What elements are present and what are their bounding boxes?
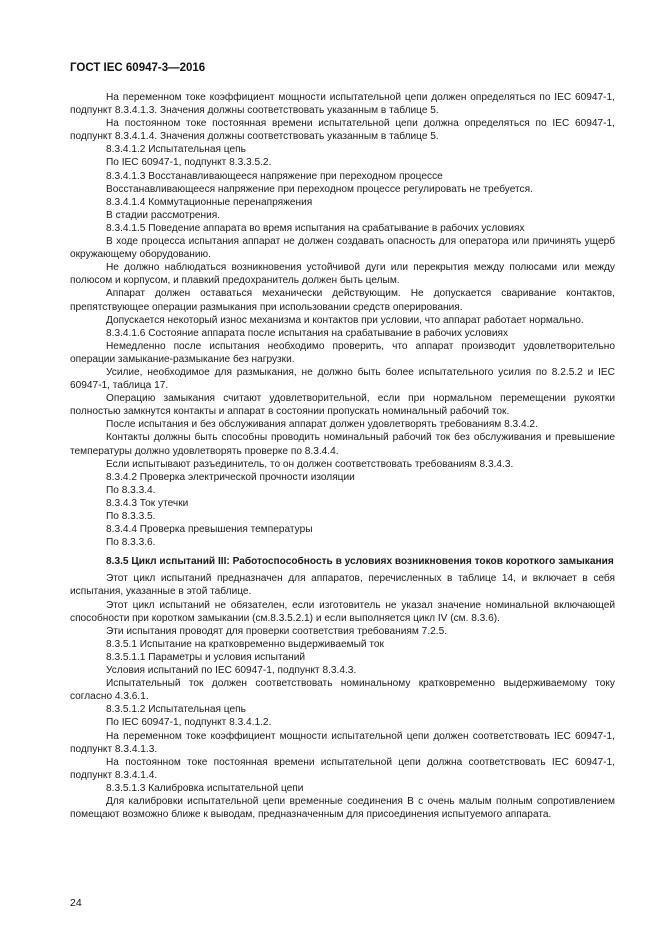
paragraph: 8.3.5.1.1 Параметры и условия испытаний [106, 651, 306, 663]
paragraph: 8.3.5.1 Испытание на кратковременно выдерживаемый ток [106, 638, 384, 650]
paragraph: На переменном токе коэффициент мощности испытательной цепи должен определяться по IEC 60947-1, подпункт 8.3.4.1.3. Значения должны соответствовать указанным в таблице 5. [70, 92, 615, 117]
paragraph: Эти испытания проводят для проверки соответствия требованиям 7.2.5. [106, 625, 448, 637]
document-body [70, 91, 615, 821]
paragraph: В стадии рассмотрения. [106, 209, 221, 221]
paragraph: Этот цикл испытаний предназначен для аппаратов, перечисленных в таблице 14, и включает в себя испытания, указанные в этой таблице. [70, 573, 615, 598]
paragraph: Аппарат должен оставаться механически действующим. Не допускается сваривание контактов, препятствующее операции размыкания при использовании средств оперирования. [70, 288, 615, 313]
paragraph: Не должно наблюдаться возникновения устойчивой дуги или перекрытия между полюсами или между полюсом и корпусом, и плавкий предохранитель должен быть целым. [70, 262, 615, 287]
paragraph: По 8.3.3.4. [106, 484, 156, 496]
page-number: 24 [70, 897, 82, 909]
paragraph: Контакты должны быть способны проводить номинальный рабочий ток без обслуживания и превышение температуры должно удовлетворять проверке по 8.3.4.4. [70, 432, 615, 457]
paragraph: После испытания и без обслуживания аппарат должен удовлетворять требованиям 8.3.4.2. [106, 419, 538, 431]
paragraph: Немедленно после испытания необходимо проверить, что аппарат производит удовлетворительно операции замыкание-размыкание без нагрузки. [70, 340, 615, 365]
paragraph: По 8.3.3.5. [106, 511, 156, 522]
paragraph: Восстанавливающееся напряжение при переходном процессе регулировать не требуется. [106, 183, 533, 195]
paragraph: 8.3.4.1.4 Коммутационные перенапряжения [106, 196, 313, 208]
paragraph: На постоянном токе постоянная времени испытательной цепи должна соответствовать IEC 60947-1, подпункт 8.3.4.1.4. [70, 756, 615, 781]
paragraph: На постоянном токе постоянная времени испытательной цепи должна определяться по IEC 60947-1, подпункт 8.3.4.1.4. Значения должны соответствовать указанным в таблице 5. [70, 118, 615, 143]
document-header: ГОСТ IEC 60947-3—2016 [70, 62, 206, 74]
paragraph: 8.3.4.4 Проверка превышения температуры [106, 524, 313, 536]
paragraph: По 8.3.3.6. [106, 537, 156, 549]
paragraph: Этот цикл испытаний не обязателен, если изготовитель не указал значение номинальной включающей способности при коротком замыкании (см.8.3.5.2.1) и если выполняется цикл IV (см. 8.3.6). [70, 599, 615, 624]
paragraph: Допускается некоторый износ механизма и контактов при условии, что аппарат работает нормально. [106, 314, 584, 326]
paragraph: Усилие, необходимое для размыкания, не должно быть более испытательного усилия по 8.2.5.2 и IEC 60947-1, таблица 17. [70, 366, 615, 392]
paragraph: На переменном токе коэффициент мощности испытательной цепи должен соответствовать IEC 60947-1, подпункт 8.3.4.1.3. [70, 730, 615, 755]
paragraph: 8.3.4.1.5 Поведение аппарата во время испытания на срабатывание в рабочих условиях [106, 222, 525, 234]
paragraph: 8.3.4.3 Ток утечки [106, 497, 189, 509]
paragraph: 8.3.4.1.6 Состояние аппарата после испытания на срабатывание в рабочих условиях [106, 327, 509, 339]
paragraph: Если испытывают разъединитель, то он должен соответствовать требованиям 8.3.4.3. [106, 458, 514, 470]
paragraph: По IEC 60947-1, подпункт 8.3.3.5.2. [106, 157, 272, 169]
paragraph: 8.3.4.1.3 Восстанавливающееся напряжение при переходном процессе [106, 170, 443, 182]
paragraph: По IEC 60947-1, подпункт 8.3.4.1.2. [106, 717, 272, 729]
paragraph: 8.3.4.1.2 Испытательная цепь [106, 144, 246, 156]
paragraph: Операцию замыкания считают удовлетворительной, если при нормальном перемещении рукоятки полностью замкнутся контакты и аппарат в состоянии пропускать номинальный рабочий ток. [70, 393, 615, 418]
paragraph: Условия испытаний по IEC 60947-1, подпункт 8.3.4.3. [106, 665, 357, 677]
section-heading: 8.3.5 Цикл испытаний III: Работоспособность в условиях возникновения токов короткого замыкания [106, 556, 614, 568]
paragraph: В ходе процесса испытания аппарат не должен создавать опасность для оператора или причинять ущерб окружающему оборудованию. [70, 236, 615, 261]
paragraph: 8.3.5.1.3 Калибровка испытательной цепи [106, 782, 304, 794]
paragraph: Для калибровки испытательной цепи временные соединения B с очень малым полным сопротивлением помещают возможно ближе к выводам, предназначенным для присоединения испытуемого аппарата. [70, 795, 615, 821]
paragraph: Испытательный ток должен соответствовать номинальному кратковременно выдерживаемому току согласно 4.3.6.1. [70, 678, 615, 703]
paragraph: 8.3.5.1.2 Испытательная цепь [106, 704, 246, 716]
paragraph: 8.3.4.2 Проверка электрической прочности изоляции [106, 471, 355, 483]
